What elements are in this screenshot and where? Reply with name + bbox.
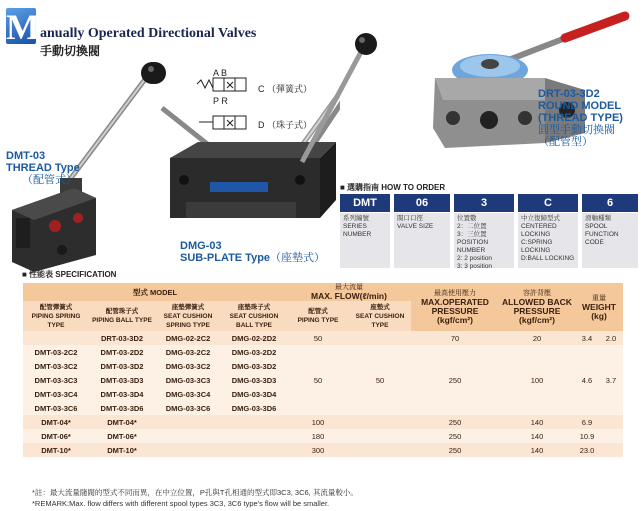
dmg-label bbox=[180, 240, 325, 264]
order-desc-line: 2：二位置 bbox=[457, 223, 487, 230]
flow-header-zh: 最大流量 bbox=[335, 284, 363, 291]
symbol-c-label bbox=[258, 82, 312, 95]
cell-weight-1: 10.9 bbox=[575, 429, 599, 443]
pressure-header bbox=[411, 283, 499, 331]
order-desc-line: POSITION NUMBER bbox=[457, 239, 489, 254]
brand-logo bbox=[6, 7, 40, 47]
order-desc-line: SERIES NUMBER bbox=[343, 223, 372, 238]
cell-model: DMG-03-3D6 bbox=[221, 401, 287, 415]
page-title-zh: 手動切換閥 bbox=[40, 44, 101, 58]
cell-weight-2 bbox=[599, 429, 623, 443]
order-desc-line: CENTERED bbox=[521, 223, 557, 230]
cell-weight-1 bbox=[575, 401, 599, 415]
weight-header-en: WEIGHT bbox=[582, 301, 616, 312]
cell-flow-seat bbox=[349, 415, 411, 429]
order-desc-line: 2: 2 position bbox=[457, 255, 493, 262]
order-code-series: DMT bbox=[340, 194, 390, 212]
drt-model: DRT-03-3D2 bbox=[538, 88, 600, 100]
cell-weight-2 bbox=[599, 443, 623, 457]
symbol-d-zh: （珠子式） bbox=[267, 120, 313, 130]
table-row bbox=[23, 331, 623, 345]
order-code-spool: 6 bbox=[582, 194, 638, 212]
dmg-type: SUB-PLATE Type bbox=[180, 252, 271, 264]
order-code-position: 3 bbox=[454, 194, 514, 212]
cell-model bbox=[221, 429, 287, 443]
symbol-ports-top: A B bbox=[213, 68, 228, 78]
cell-weight-2: 3.7 bbox=[599, 373, 623, 387]
order-desc-line: 中立復歸型式 bbox=[521, 215, 560, 222]
cell-model: DMT-10* bbox=[89, 443, 155, 457]
cell-weight-1 bbox=[575, 345, 599, 359]
table-row bbox=[23, 345, 623, 359]
cell-flow-seat bbox=[349, 345, 411, 359]
cell-weight-1: 3.4 bbox=[575, 331, 599, 345]
order-desc-line: SPOOL FUNCTION bbox=[585, 223, 619, 238]
cell-model: DMG-03-3D3 bbox=[221, 373, 287, 387]
cell-model bbox=[23, 331, 89, 345]
drt-label bbox=[538, 88, 623, 148]
cell-flow-seat bbox=[349, 429, 411, 443]
order-desc-line: 3: 3 position bbox=[457, 263, 493, 270]
subheader-zh: 座墊珠子式 bbox=[237, 303, 271, 311]
subheader-seat-spring bbox=[155, 301, 221, 331]
cell-model: DMT-03-3D4 bbox=[89, 387, 155, 401]
cell-back-pressure bbox=[499, 401, 575, 415]
drt-zh2: （配管型） bbox=[538, 136, 593, 148]
order-desc-spool bbox=[582, 213, 638, 268]
page-title: anually Operated Directional Valves bbox=[40, 26, 257, 41]
dmt-model: DMT-03 bbox=[6, 150, 46, 162]
order-desc-size bbox=[394, 213, 450, 268]
cell-back-pressure: 140 bbox=[499, 429, 575, 443]
cell-back-pressure: 20 bbox=[499, 331, 575, 345]
cell-pressure: 250 bbox=[411, 429, 499, 443]
symbol-d-label bbox=[258, 118, 312, 131]
cell-model: DMG-03-3C3 bbox=[155, 373, 221, 387]
back-header-zh: 容許背壓 bbox=[523, 290, 551, 297]
cell-model: DMG-02-2D2 bbox=[221, 331, 287, 345]
subheader-en: SEAT CUSHION TYPE bbox=[355, 312, 405, 329]
cell-flow-seat bbox=[349, 387, 411, 401]
order-desc-position bbox=[454, 213, 514, 268]
cell-pressure: 250 bbox=[411, 415, 499, 429]
cell-flow-piping: 180 bbox=[287, 429, 349, 443]
pressure-header-zh: 最高使用壓力 bbox=[434, 290, 476, 297]
cell-pressure bbox=[411, 359, 499, 373]
cell-model: DMG-03-2D2 bbox=[221, 345, 287, 359]
cell-flow-seat bbox=[349, 443, 411, 457]
order-desc-line: CODE bbox=[585, 239, 604, 246]
cell-flow-piping bbox=[287, 387, 349, 401]
cell-flow-seat bbox=[349, 331, 411, 345]
cell-weight-2 bbox=[599, 401, 623, 415]
order-code-centering: C bbox=[518, 194, 578, 212]
subheader-en: SEAT CUSHION SPRING TYPE bbox=[163, 312, 213, 329]
weight-header-zh: 重量 bbox=[592, 294, 606, 302]
remark-en: *REMARK:Max. flow differs with different spool types 3C3, 3C6 type's flow will be smaller. bbox=[32, 499, 330, 508]
back-header-unit: (kgf/cm²) bbox=[519, 315, 555, 325]
pressure-header-unit: (kgf/cm²) bbox=[437, 315, 473, 325]
cell-model: DMT-03-3D3 bbox=[89, 373, 155, 387]
flow-header bbox=[287, 283, 411, 301]
remark-zh: *註：最大流量隨閥的型式不同而異，在中立位置，P孔與T孔相通的型式即3C3, 3C6, 其流量較小。 bbox=[32, 488, 358, 497]
cell-back-pressure: 140 bbox=[499, 443, 575, 457]
cell-flow-piping: 300 bbox=[287, 443, 349, 457]
pressure-header-en: MAX.OPERATED PRESSURE bbox=[421, 297, 489, 316]
order-desc-line: 系列編號 bbox=[343, 215, 369, 222]
cell-model: DMG-03-3D4 bbox=[221, 387, 287, 401]
subheader-zh: 座墊式 bbox=[370, 303, 390, 311]
cell-flow-seat bbox=[349, 359, 411, 373]
order-code-size: 06 bbox=[394, 194, 450, 212]
cell-pressure: 70 bbox=[411, 331, 499, 345]
spec-table bbox=[23, 283, 623, 457]
order-desc-line: 閥口口徑 bbox=[397, 215, 423, 222]
cell-model: DMT-03-3C6 bbox=[23, 401, 89, 415]
cell-model: DMT-03-2D2 bbox=[89, 345, 155, 359]
back-header-en: ALLOWED BACK PRESSURE bbox=[502, 297, 572, 316]
weight-header bbox=[575, 283, 623, 331]
table-row bbox=[23, 443, 623, 457]
dmg-type-line bbox=[180, 252, 325, 264]
cell-weight-1 bbox=[575, 387, 599, 401]
cell-model: DMT-03-3D2 bbox=[89, 359, 155, 373]
cell-weight-1: 4.6 bbox=[575, 373, 599, 387]
cell-model: DMG-02-2C2 bbox=[155, 331, 221, 345]
cell-flow-piping: 50 bbox=[287, 373, 349, 387]
table-row bbox=[23, 429, 623, 443]
cell-model: DMT-04* bbox=[89, 415, 155, 429]
cell-model: DMT-03-3C2 bbox=[23, 359, 89, 373]
cell-pressure: 250 bbox=[411, 373, 499, 387]
symbol-d-letter: D bbox=[258, 120, 265, 130]
symbol-ports-bottom: P R bbox=[213, 96, 228, 106]
order-desc-line: D:BALL LOCKING bbox=[521, 255, 575, 262]
dmt-lever-knob bbox=[140, 58, 170, 88]
cell-flow-piping bbox=[287, 345, 349, 359]
back-pressure-header bbox=[499, 283, 575, 331]
cell-flow-piping bbox=[287, 401, 349, 415]
subheader-piping-spring bbox=[23, 301, 89, 331]
table-row bbox=[23, 373, 623, 387]
subheader-piping-ball bbox=[89, 301, 155, 331]
cell-model bbox=[155, 415, 221, 429]
cell-model: DMT-03-3D6 bbox=[89, 401, 155, 415]
cell-back-pressure bbox=[499, 387, 575, 401]
cell-pressure bbox=[411, 401, 499, 415]
cell-flow-piping: 100 bbox=[287, 415, 349, 429]
cell-weight-2 bbox=[599, 359, 623, 373]
subheader-en: PIPING SPRING TYPE bbox=[31, 312, 81, 329]
cell-weight-1 bbox=[575, 359, 599, 373]
spec-title: ■ 性能表 SPECIFICATION bbox=[22, 270, 117, 279]
cell-weight-1: 6.9 bbox=[575, 415, 599, 429]
cell-pressure bbox=[411, 387, 499, 401]
order-desc-line: 3：三位置 bbox=[457, 231, 487, 238]
subheader-flow-piping bbox=[287, 301, 349, 331]
ball-type-symbol bbox=[195, 112, 251, 138]
cell-pressure: 250 bbox=[411, 443, 499, 457]
cell-back-pressure: 100 bbox=[499, 373, 575, 387]
order-desc-line: VALVE SIZE bbox=[397, 223, 434, 230]
cell-model: DMT-04* bbox=[23, 415, 89, 429]
subheader-en: PIPING TYPE bbox=[297, 317, 339, 324]
dmt-zh: （配管式） bbox=[22, 174, 77, 186]
subheader-zh: 座墊彈簧式 bbox=[171, 303, 205, 311]
subheader-zh: 配管式 bbox=[308, 308, 328, 315]
cell-model bbox=[155, 443, 221, 457]
table-row bbox=[23, 415, 623, 429]
dmg-zh: （座墊式） bbox=[270, 252, 326, 264]
cell-flow-seat: 50 bbox=[349, 373, 411, 387]
dmg-lever-image bbox=[300, 30, 380, 170]
cell-back-pressure bbox=[499, 359, 575, 373]
weight-header-unit: (kg) bbox=[591, 310, 607, 321]
cell-model: DMG-03-2C2 bbox=[155, 345, 221, 359]
cell-model bbox=[221, 443, 287, 457]
logo-letter: M bbox=[6, 7, 40, 47]
cell-model bbox=[155, 429, 221, 443]
cell-back-pressure bbox=[499, 345, 575, 359]
symbol-c-zh: （彈簧式） bbox=[267, 84, 313, 94]
cell-flow-piping bbox=[287, 359, 349, 373]
cell-model: DMG-03-3D2 bbox=[221, 359, 287, 373]
subheader-en: PIPING BALL TYPE bbox=[92, 317, 152, 324]
drt-type2: (THREAD TYPE) bbox=[538, 112, 623, 124]
order-desc-line: LOCKING bbox=[521, 231, 551, 238]
order-desc-line: 位置數 bbox=[457, 215, 477, 222]
subheader-zh: 配管珠子式 bbox=[105, 308, 139, 315]
table-row bbox=[23, 387, 623, 401]
cell-model: DMG-03-3C4 bbox=[155, 387, 221, 401]
dmt-type: THREAD Type bbox=[6, 162, 80, 174]
drt-zh1: 圓型手動切換閥 bbox=[538, 124, 615, 136]
flow-header-en: MAX. FLOW(ℓ/min) bbox=[311, 291, 387, 301]
cell-weight-1: 23.0 bbox=[575, 443, 599, 457]
model-header: 型式 MODEL bbox=[23, 283, 287, 301]
order-desc-line: 滑軸種類 bbox=[585, 215, 611, 222]
cell-back-pressure: 140 bbox=[499, 415, 575, 429]
cell-model: DMG-03-3C6 bbox=[155, 401, 221, 415]
dmt-label bbox=[6, 150, 80, 186]
cell-weight-2: 2.0 bbox=[599, 331, 623, 345]
subheader-zh: 配管彈簧式 bbox=[39, 303, 73, 311]
cell-weight-2 bbox=[599, 387, 623, 401]
cell-model: DMT-10* bbox=[23, 443, 89, 457]
cell-model bbox=[221, 415, 287, 429]
order-desc-centering bbox=[518, 213, 578, 268]
order-title: ■ 選購指南 HOW TO ORDER bbox=[340, 183, 446, 192]
cell-flow-seat bbox=[349, 401, 411, 415]
cell-model: DMG-03-3C2 bbox=[155, 359, 221, 373]
cell-pressure bbox=[411, 345, 499, 359]
drt-type1: ROUND MODEL bbox=[538, 100, 622, 112]
cell-model: DMT-03-2C2 bbox=[23, 345, 89, 359]
subheader-flow-seat bbox=[349, 301, 411, 331]
dmg-model: DMG-03 bbox=[180, 240, 222, 252]
symbol-c-letter: C bbox=[258, 84, 265, 94]
cell-model: DMT-06* bbox=[23, 429, 89, 443]
cell-weight-2 bbox=[599, 345, 623, 359]
subheader-seat-ball bbox=[221, 301, 287, 331]
cell-model: DMT-06* bbox=[89, 429, 155, 443]
cell-weight-2 bbox=[599, 415, 623, 429]
cell-flow-piping: 50 bbox=[287, 331, 349, 345]
order-desc-series bbox=[340, 213, 390, 268]
table-row bbox=[23, 359, 623, 373]
cell-model: DRT-03-3D2 bbox=[89, 331, 155, 345]
subheader-en: SEAT CUSHION BALL TYPE bbox=[229, 312, 279, 329]
cell-model: DMT-03-3C4 bbox=[23, 387, 89, 401]
cell-model: DMT-03-3C3 bbox=[23, 373, 89, 387]
table-row bbox=[23, 401, 623, 415]
order-desc-line: C:SPRING LOCKING bbox=[521, 239, 553, 254]
